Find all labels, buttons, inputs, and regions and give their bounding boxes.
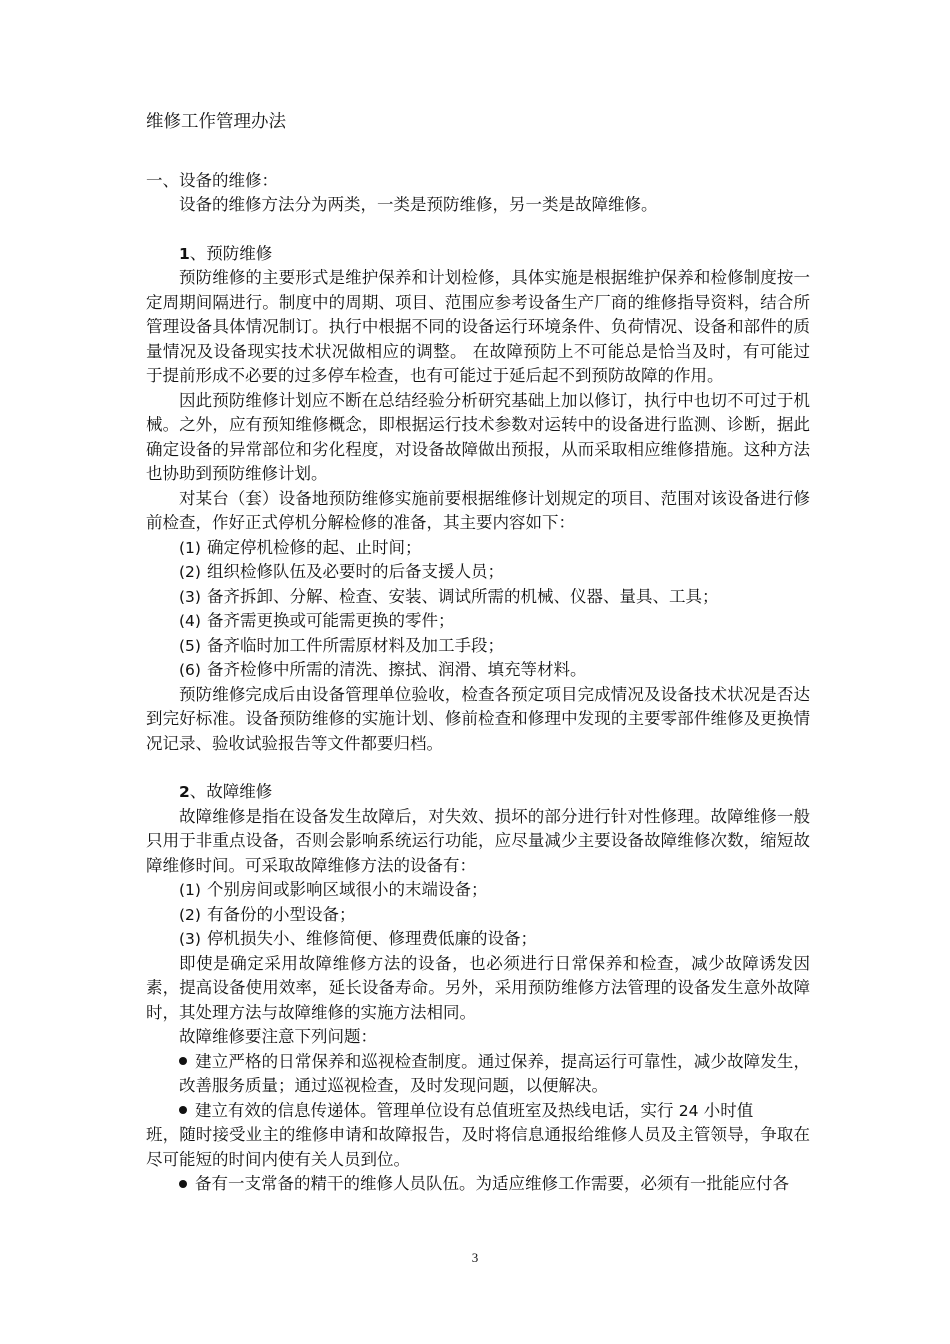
paragraph: 故障维修是指在设备发生故障后，对失效、损坏的部分进行针对性修理。故障维修一般只用于非重点设备，否则会影响系统运行功能，应尽量减少主要设备故障维修次数，缩短故障维修时间。可采取故障维修方法的设备有： (146, 806, 810, 875)
list-item (179, 658, 810, 683)
bullet-icon (179, 1180, 187, 1188)
bullet-icon (179, 1057, 187, 1065)
bullet-icon (179, 1106, 187, 1114)
bullet-item (146, 1050, 810, 1099)
paragraph: 预防维修的主要形式是维护保养和计划检修，具体实施是根据维护保养和检修制度按一定周期间隔进行。制度中的周期、项目、范围应参考设备生产厂商的维修指导资料，结合所管理设备具体情况制订。执行中根据不同的设备运行环境条件、负荷情况、设备和部件的质量情况及设备现实技术状况做相应的调整。 在故障预防上不可能总是恰当及时，有可能过于提前形成不必要的过多停车检查，也有可能过于延后起不到预防故障的作用。 (146, 268, 810, 385)
list-item-text: 备齐临时加工件所需原材料及加工手段； (206, 635, 504, 655)
document-body (146, 110, 810, 1197)
list-item-text: 有备份的小型设备； (206, 904, 356, 924)
list-item-number: (1) (179, 881, 201, 899)
list-item (179, 634, 810, 659)
list-item-text: 备齐需更换或可能需更换的零件； (206, 611, 455, 630)
list-item-number: (3) (179, 930, 201, 948)
list-item-number: (2) (179, 563, 201, 581)
list-item-text: 确定停机检修的起、止时间； (206, 537, 422, 557)
list-item-text: 备齐检修中所需的清洗、擦拭、润滑、填充等材料。 (206, 660, 587, 679)
list-item-number: (2) (179, 905, 201, 924)
paragraph-continuation: 班，随时接受业主的维修申请和故障报告，及时将信息通报给维修人员及主管领导，争取在尽可能短的时间内使有关人员到位。 (146, 1125, 810, 1169)
list-item-text: 个别房间或影响区域很小的末端设备； (206, 880, 488, 899)
list-item-text: 停机损失小、维修简便、修理费低廉的设备； (206, 929, 537, 948)
list-item-number: (6) (179, 661, 201, 679)
section-heading: 一、设备的维修： (146, 170, 278, 190)
bullet-text: 建立严格的日常保养和巡视检查制度。通过保养，提高运行可靠性，减少故障发生，改善服务质量；通过巡视检查，及时发现问题，以便解决。 (179, 1051, 810, 1095)
paragraph: 即使是确定采用故障维修方法的设备，也必须进行日常保养和检查，减少故障诱发因素，提高设备使用效率，延长设备寿命。另外，采用预防维修方法管理的设备发生意外故障时，其处理方法与故障维修的实施方法相同。 (146, 953, 810, 1022)
list-item (179, 536, 810, 561)
list-item (179, 878, 810, 903)
subsection-number: 1 (179, 244, 190, 263)
paragraph: 故障维修要注意下列问题： (179, 1027, 377, 1046)
subsection-label: 、故障维修 (189, 782, 273, 801)
list-item-number: (4) (179, 612, 201, 630)
bullet-text: 建立有效的信息传递体。管理单位设有总值班室及热线电话，实行 (195, 1100, 679, 1120)
document-title: 维修工作管理办法 (146, 112, 286, 132)
subsection-heading-preventive (179, 242, 810, 267)
subsection-label: 、预防维修 (189, 243, 273, 263)
bullet-item (146, 1172, 810, 1197)
list-item (179, 585, 810, 610)
subsection-number: 2 (179, 783, 190, 801)
list-item (179, 609, 810, 634)
list-item-number: (5) (179, 636, 201, 655)
subsection-heading-corrective (179, 780, 810, 805)
list-item-number: (1) (179, 538, 201, 557)
paragraph: 对某台（套）设备地预防维修实施前要根据维修计划规定的项目、范围对该设备进行修前检查，作好正式停机分解检修的准备，其主要内容如下： (146, 488, 810, 532)
bullet-item (146, 1099, 810, 1124)
paragraph: 因此预防维修计划应不断在总结经验分析研究基础上加以修订，执行中也切不可过于机械。之外，应有预知维修概念，即根据运行技术参数对运转中的设备进行监测、诊断，据此确定设备的异常部位和劣化程度，对设备故障做出预报，从而采取相应维修措施。这种方法也协助到预防维修计划。 (146, 390, 810, 483)
bullet-text: 备有一支常备的精干的维修人员队伍。为适应维修工作需要，必须有一批能应付各 (195, 1174, 789, 1193)
list-item-text: 备齐拆卸、分解、检查、安装、调试所需的机械、仪器、量具、工具； (206, 586, 719, 606)
list-item (179, 927, 810, 952)
page-number: 3 (471, 1250, 479, 1265)
list-item-number: (3) (179, 587, 201, 606)
list-item (179, 903, 810, 928)
list-item (179, 560, 810, 585)
list-item-text: 组织检修队伍及必要时的后备支援人员； (206, 562, 504, 581)
paragraph: 预防维修完成后由设备管理单位验收，检查各预定项目完成情况及设备技术状况是否达到完好标准。设备预防维修的实施计划、修前检查和修理中发现的主要零部件维修及更换情况记录、验收试验报告等文件都要归档。 (146, 684, 810, 753)
bullet-number: 24 (678, 1101, 699, 1120)
bullet-text: 小时值 (698, 1100, 754, 1120)
section-intro: 设备的维修方法分为两类，一类是预防维修，另一类是故障维修。 (179, 195, 658, 214)
